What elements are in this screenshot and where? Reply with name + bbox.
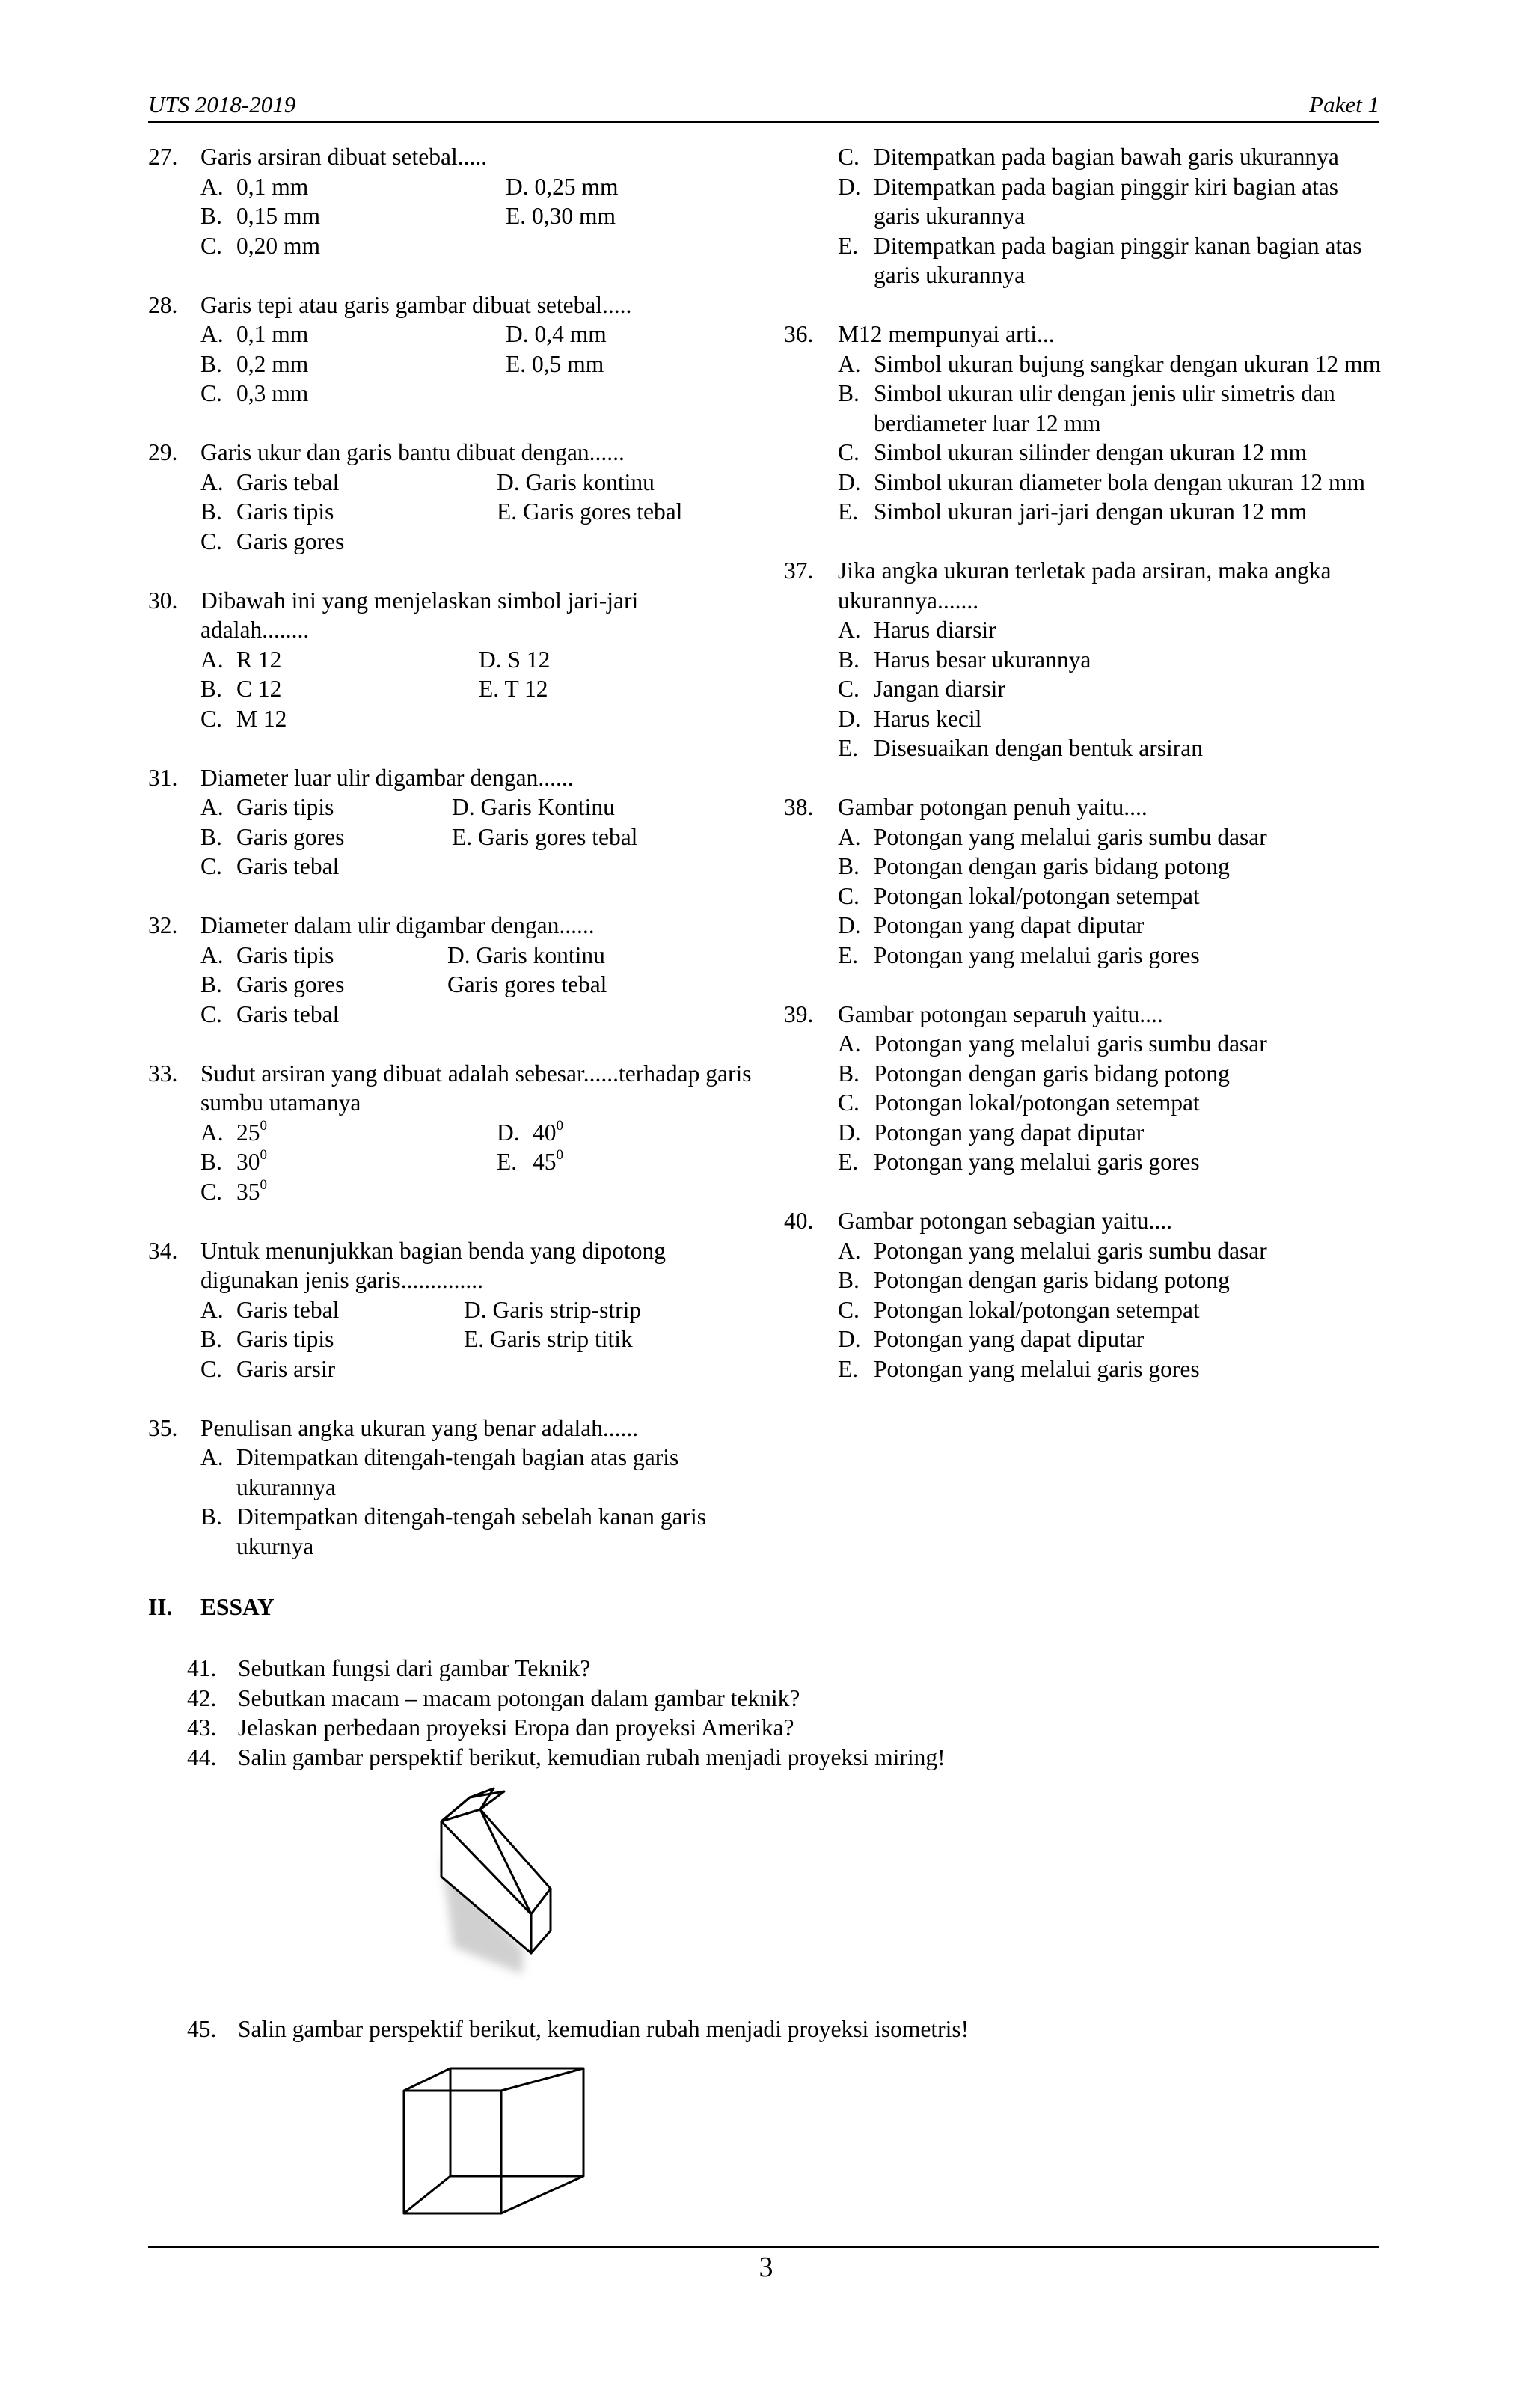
- option-row: [200, 172, 754, 202]
- option-e: E. Disesuaikan dengan bentuk arsiran: [838, 735, 1203, 761]
- footer-rule: [148, 2246, 1379, 2248]
- essay-list-cont: [187, 2014, 969, 2044]
- question-text: Untuk menunjukkan bagian benda yang dipotong digunakan jenis garis..............: [200, 1237, 667, 1293]
- option-d: D. Garis kontinu: [497, 468, 655, 495]
- essay-heading: II. ESSAY: [148, 1594, 275, 1620]
- option-d: D. 0,4 mm: [506, 321, 607, 347]
- essay-item-45: 45. Salin gambar perspektif berikut, kemudian rubah menjadi proyeksi isometris!: [187, 2016, 969, 2042]
- question-text: Garis ukur dan garis bantu dibuat dengan......: [200, 439, 625, 465]
- right-column: [784, 142, 1382, 1384]
- option-e: E. $45^0$: [497, 1147, 563, 1175]
- question-number: 39.: [784, 1000, 814, 1027]
- question-number: 34.: [148, 1237, 178, 1264]
- question-text: Garis tepi atau garis gambar dibuat setebal.....: [200, 291, 632, 318]
- option-row: [200, 852, 754, 881]
- option-row: [200, 201, 754, 231]
- option-row: [200, 674, 754, 704]
- option-row: [200, 379, 754, 409]
- question-40: [784, 1206, 1382, 1384]
- option-d: D. 0,25 mm: [506, 173, 619, 200]
- option-b: B. Potongan dengan garis bidang potong: [838, 1267, 1230, 1293]
- option-row: [200, 1118, 754, 1148]
- question-number: 40.: [784, 1208, 814, 1234]
- option-b: B. 0,2 mm: [200, 350, 309, 377]
- option-e: E. Garis gores tebal: [452, 823, 638, 850]
- question-number: 33.: [148, 1060, 178, 1087]
- option-c: C. 0,20 mm: [200, 232, 321, 259]
- option-a: A. 0,1 mm: [200, 173, 309, 200]
- option-e: E. Simbol ukuran jari-jari dengan ukuran 12 mm: [838, 498, 1308, 525]
- question-text: Penulisan angka ukuran yang benar adalah......: [200, 1414, 639, 1441]
- option-c: C. Jangan diarsir: [838, 676, 1005, 702]
- option-b: B. Harus besar ukurannya: [838, 646, 1091, 673]
- option-row: [200, 1177, 754, 1207]
- question-number: 31.: [148, 764, 178, 791]
- option-b: B. Garis tipis: [200, 1326, 334, 1352]
- question-number: 29.: [148, 439, 178, 465]
- option-row: [200, 970, 754, 1000]
- question-number: 28.: [148, 291, 178, 318]
- question-text: Garis arsiran dibuat setebal.....: [200, 144, 488, 170]
- header-rule: [148, 121, 1379, 123]
- option-b: B. 0,15 mm: [200, 203, 321, 229]
- option-a: A. Garis tipis: [200, 794, 334, 820]
- option-d: D. $40^0$: [497, 1117, 563, 1146]
- option-a: A. $25^0$: [200, 1117, 267, 1146]
- essay-item-44: 44. Salin gambar perspektif berikut, kemudian rubah menjadi proyeksi miring!: [187, 1744, 946, 1770]
- wedge-block-figure: [419, 1787, 613, 1981]
- option-b: B. Potongan dengan garis bidang potong: [838, 853, 1230, 879]
- option-d: D. Potongan yang dapat diputar: [838, 1119, 1145, 1146]
- exam-title: UTS 2018-2019: [148, 91, 296, 117]
- option-a: A. Harus diarsir: [838, 617, 996, 643]
- option-c: C. M 12: [200, 705, 287, 732]
- question-30: [148, 586, 754, 734]
- option-b: B. Garis gores: [200, 971, 345, 997]
- option-e: E. Garis gores tebal: [497, 498, 683, 525]
- option-e: E. Garis strip titik: [464, 1326, 633, 1352]
- option-c: C. Garis tebal: [200, 1000, 340, 1027]
- question-39: [784, 1000, 1382, 1177]
- question-35: [148, 1414, 754, 1562]
- question-33: [148, 1059, 754, 1207]
- option-c: C. Garis tebal: [200, 853, 340, 879]
- option-row: [200, 231, 754, 261]
- option-d: D. Ditempatkan pada bagian pinggir kiri bagian atas garis ukurannya: [838, 173, 1339, 229]
- question-number: 35.: [148, 1414, 178, 1441]
- option-b: B. Potongan dengan garis bidang potong: [838, 1060, 1230, 1087]
- option-d: D. Harus kecil: [838, 705, 982, 732]
- option-row: [200, 320, 754, 349]
- option-e: E. 0,30 mm: [506, 203, 616, 229]
- question-number: 27.: [148, 144, 178, 170]
- option-a: A. Ditempatkan ditengah-tengah bagian atas garis ukurannya: [200, 1444, 679, 1500]
- option-row: [200, 822, 754, 852]
- question-number: 32.: [148, 912, 178, 938]
- question-text: M12 mempunyai arti...: [838, 321, 1055, 347]
- option-row: [200, 792, 754, 822]
- option-row: [200, 527, 754, 557]
- option-b: B. Simbol ukuran ulir dengan jenis ulir simetris dan berdiameter luar 12 mm: [838, 380, 1335, 436]
- option-d: D. Garis Kontinu: [452, 794, 615, 820]
- option-c: C. Garis gores: [200, 528, 345, 554]
- question-28: [148, 290, 754, 409]
- question-text: Diameter luar ulir digambar dengan......: [200, 764, 574, 791]
- question-34: [148, 1236, 754, 1384]
- question-32: [148, 911, 754, 1029]
- option-e: E. Potongan yang melalui garis gores: [838, 1355, 1200, 1382]
- question-35-continued: [784, 142, 1382, 290]
- essay-list: [187, 1654, 946, 1772]
- option-c: C. Ditempatkan pada bagian bawah garis ukurannya: [838, 144, 1339, 170]
- option-row: [200, 704, 754, 734]
- option-a: A. R 12: [200, 646, 282, 673]
- option-row: [200, 497, 754, 527]
- question-number: 30.: [148, 587, 178, 614]
- option-row: [200, 1295, 754, 1325]
- option-row: [200, 1147, 754, 1177]
- essay-item-41: 41. Sebutkan fungsi dari gambar Teknik?: [187, 1655, 591, 1681]
- question-37: [784, 556, 1382, 763]
- essay-item-42: 42. Sebutkan macam – macam potongan dalam gambar teknik?: [187, 1684, 800, 1711]
- option-row: [200, 1000, 754, 1030]
- option-d: D. Garis kontinu: [447, 941, 605, 968]
- question-text: Gambar potongan separuh yaitu....: [838, 1000, 1163, 1027]
- option-b: B. Ditempatkan ditengah-tengah sebelah kanan garis ukurnya: [200, 1503, 707, 1559]
- option-c: C. Potongan lokal/potongan setempat: [838, 1090, 1200, 1116]
- option-row: [200, 1354, 754, 1384]
- option-e: E. T 12: [479, 676, 548, 702]
- question-number: 36.: [784, 321, 814, 347]
- question-text: Dibawah ini yang menjelaskan simbol jari-jari adalah........: [200, 587, 639, 643]
- option-e: E. Potongan yang melalui garis gores: [838, 1149, 1200, 1175]
- option-d: D. Garis strip-strip: [464, 1296, 642, 1323]
- option-c: C. Garis arsir: [200, 1355, 336, 1382]
- option-row: [200, 468, 754, 498]
- question-text: Sudut arsiran yang dibuat adalah sebesar......terhadap garis sumbu utamanya: [200, 1060, 752, 1116]
- question-27: [148, 142, 754, 260]
- option-d: D. S 12: [479, 646, 551, 673]
- package-label: Paket 1: [1309, 91, 1379, 117]
- option-e: E. Ditempatkan pada bagian pinggir kanan bagian atas garis ukurannya: [838, 232, 1362, 288]
- option-c: C. $35^0$: [200, 1176, 267, 1205]
- question-number: 38.: [784, 794, 814, 820]
- cube-wireframe-figure: [396, 2064, 636, 2221]
- question-38: [784, 792, 1382, 970]
- option-d: D. Potongan yang dapat diputar: [838, 1326, 1145, 1352]
- question-number: 37.: [784, 557, 814, 584]
- left-column: [148, 142, 754, 1561]
- option-c: C. Potongan lokal/potongan setempat: [838, 1296, 1200, 1323]
- option-d: D. Simbol ukuran diameter bola dengan ukuran 12 mm: [838, 468, 1365, 495]
- question-text: Gambar potongan penuh yaitu....: [838, 794, 1148, 820]
- question-31: [148, 763, 754, 881]
- page-number: 3: [759, 2252, 773, 2283]
- option-a: A. Potongan yang melalui garis sumbu dasar: [838, 1237, 1267, 1264]
- option-b: B. $30^0$: [200, 1147, 267, 1175]
- option-row: [200, 645, 754, 675]
- question-36: [784, 320, 1382, 527]
- option-d: D. Potongan yang dapat diputar: [838, 912, 1145, 938]
- option-a: A. Garis tebal: [200, 468, 340, 495]
- option-c: C. Potongan lokal/potongan setempat: [838, 882, 1200, 909]
- option-b: B. Garis gores: [200, 823, 345, 850]
- option-c: C. Simbol ukuran silinder dengan ukuran 12 mm: [838, 439, 1308, 465]
- question-text: Diameter dalam ulir digambar dengan......: [200, 912, 595, 938]
- page-header: [148, 88, 1379, 121]
- essay-item-43: 43. Jelaskan perbedaan proyeksi Eropa dan proyeksi Amerika?: [187, 1714, 794, 1741]
- option-c: C. 0,3 mm: [200, 380, 309, 406]
- option-a: A. Garis tipis: [200, 941, 334, 968]
- option-e: E. 0,5 mm: [506, 350, 604, 377]
- option-e: Garis gores tebal: [447, 971, 607, 997]
- question-29: [148, 438, 754, 556]
- question-text: Jika angka ukuran terletak pada arsiran, maka angka ukurannya.......: [838, 557, 1332, 614]
- option-e: E. Potongan yang melalui garis gores: [838, 941, 1200, 968]
- option-b: B. Garis tipis: [200, 498, 334, 525]
- option-a: A. Potongan yang melalui garis sumbu dasar: [838, 823, 1267, 850]
- option-a: A. Simbol ukuran bujung sangkar dengan ukuran 12 mm: [838, 350, 1382, 377]
- option-a: A. Potongan yang melalui garis sumbu dasar: [838, 1030, 1267, 1057]
- question-text: Gambar potongan sebagian yaitu....: [838, 1208, 1172, 1234]
- option-row: [200, 1324, 754, 1354]
- option-row: [200, 941, 754, 971]
- option-row: [200, 349, 754, 379]
- option-b: B. C 12: [200, 676, 282, 702]
- option-a: A. 0,1 mm: [200, 321, 309, 347]
- option-a: A. Garis tebal: [200, 1296, 340, 1323]
